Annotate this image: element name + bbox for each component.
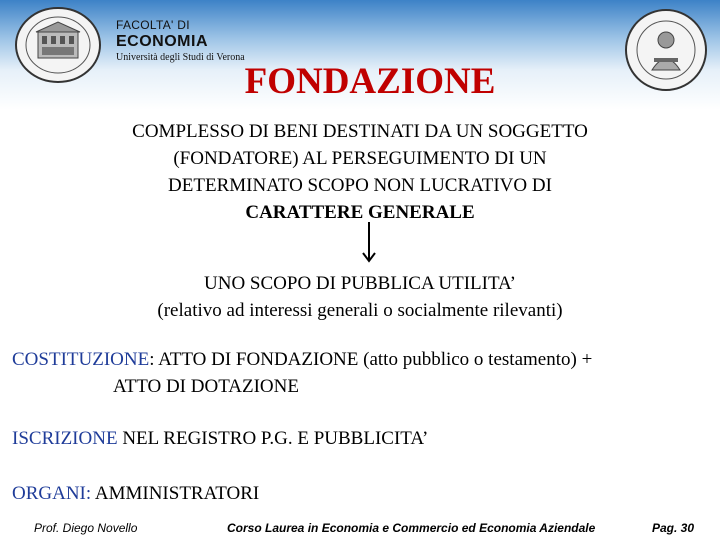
faculty-line-1: FACOLTA' DI <box>116 18 190 32</box>
scope-line-2: (relativo ad interessi generali o socialmente rilevanti) <box>157 300 563 321</box>
definition-text <box>60 118 660 226</box>
iscrizione-text: NEL REGISTRO P.G. E PUBBLICITA’ <box>117 428 429 449</box>
organi-label: ORGANI: <box>12 483 92 504</box>
footer-author: Prof. Diego Novello <box>34 521 138 535</box>
down-arrow-icon <box>359 222 379 264</box>
scope-text <box>60 270 660 324</box>
organi-text: AMMINISTRATORI <box>91 483 260 504</box>
costituzione-label: COSTITUZIONE <box>12 349 150 370</box>
iscrizione-section <box>12 428 428 450</box>
faculty-line-2: ECONOMIA <box>116 33 208 50</box>
footer-course: Corso Laurea in Economia e Commercio ed Economia Aziendale <box>227 521 596 535</box>
costituzione-text: : ATTO DI FONDAZIONE (atto pubblico o testamento) + <box>149 349 593 370</box>
costituzione-line-2: ATTO DI DOTAZIONE <box>113 376 299 397</box>
footer-page-number: Pag. 30 <box>652 521 695 535</box>
definition-line-4: CARATTERE GENERALE <box>245 202 475 223</box>
definition-line-2: (FONDATORE) AL PERSEGUIMENTO DI UN <box>173 148 547 169</box>
faculty-header <box>116 18 245 63</box>
scope-line-1: UNO SCOPO DI PUBBLICA UTILITA’ <box>204 273 516 294</box>
iscrizione-label: ISCRIZIONE <box>12 428 118 449</box>
page-title: FONDAZIONE <box>244 61 496 102</box>
faculty-line-3: Università degli Studi di Verona <box>116 52 245 63</box>
organi-section <box>12 483 259 505</box>
costituzione-section <box>12 346 712 400</box>
definition-line-3: DETERMINATO SCOPO NON LUCRATIVO DI <box>168 175 552 196</box>
definition-line-1: COMPLESSO DI BENI DESTINATI DA UN SOGGETTO <box>132 121 588 142</box>
